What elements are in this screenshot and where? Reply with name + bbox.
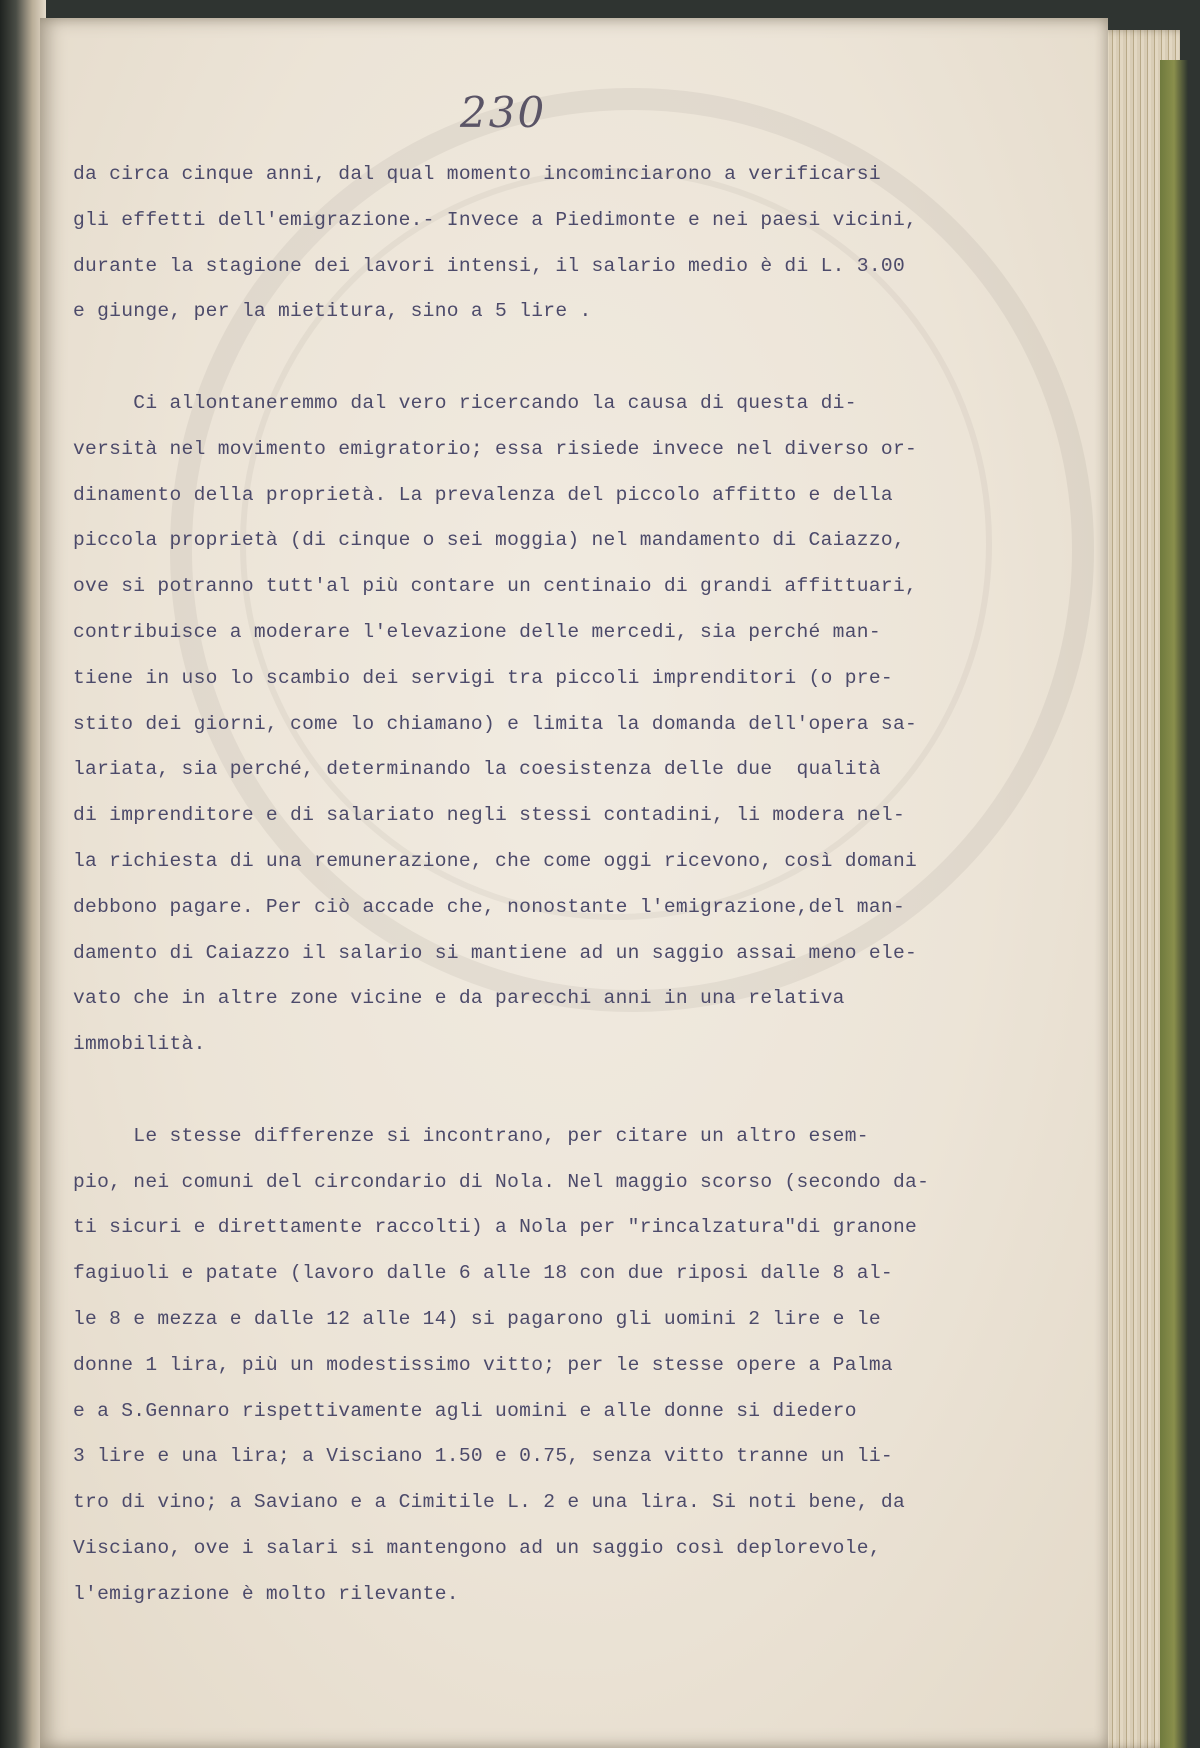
text-line: immobilità. <box>73 1033 206 1056</box>
text-line: piccola proprietà (di cinque o sei moggia) nel mandamento di Caiazzo, <box>73 529 906 552</box>
text-line: dinamento della proprietà. La prevalenza del piccolo affitto e della <box>73 483 893 506</box>
text-line: gli effetti dell'emigrazione.- Invece a Piedimonte e nei paesi vicini, <box>73 208 918 231</box>
text-line: di imprenditore e di salariato negli stessi contadini, li modera nel- <box>73 804 906 827</box>
text-line: versità nel movimento emigratorio; essa risiede invece nel diverso or- <box>73 437 918 460</box>
paragraph-gap <box>73 335 1053 381</box>
text-line: le 8 e mezza e dalle 12 alle 14) si pagarono gli uomini 2 lire e le <box>73 1307 881 1330</box>
text-line: da circa cinque anni, dal qual momento incominciarono a verificarsi <box>73 163 881 185</box>
text-line: ti sicuri e direttamente raccolti) a Nola per "rincalzatura"di granone <box>73 1216 918 1239</box>
text-line: Ci allontaneremmo dal vero ricercando la causa di questa di- <box>73 391 857 414</box>
text-line: 3 lire e una lira; a Visciano 1.50 e 0.75, senza vitto tranne un li- <box>73 1445 893 1468</box>
text-line: Le stesse differenze si incontrano, per citare un altro esem- <box>73 1124 869 1147</box>
handwritten-page-number: 230 <box>460 88 547 137</box>
text-line: tro di vino; a Saviano e a Cimitile L. 2 e una lira. Si noti bene, da <box>73 1491 906 1514</box>
text-line: vato che in altre zone vicine e da parecchi anni in una relativa <box>73 987 845 1010</box>
text-line: debbono pagare. Per ciò accade che, nonostante l'emigrazione,del man- <box>73 895 906 918</box>
paragraph-gap <box>73 1068 1053 1114</box>
text-line: contribuisce a moderare l'elevazione delle mercedi, sia perché man- <box>73 620 881 643</box>
text-line: e a S.Gennaro rispettivamente agli uomini e alle donne si diedero <box>73 1399 857 1422</box>
text-line: e giunge, per la mietitura, sino a 5 lire . <box>73 300 592 323</box>
text-line: lariata, sia perché, determinando la coesistenza delle due qualità <box>73 758 881 781</box>
book-cover-edge <box>1160 60 1188 1748</box>
text-line: donne 1 lira, più un modestissimo vitto; per le stesse opere a Palma <box>73 1353 893 1376</box>
typewritten-body-text <box>73 152 1053 1618</box>
text-line: durante la stagione dei lavori intensi, il salario medio è di L. 3.00 <box>73 254 906 277</box>
text-line: damento di Caiazzo il salario si mantiene ad un saggio assai meno ele- <box>73 941 918 964</box>
text-line: fagiuoli e patate (lavoro dalle 6 alle 18 con due riposi dalle 8 al- <box>73 1262 893 1285</box>
text-line: Visciano, ove i salari si mantengono ad un saggio così deplorevole, <box>73 1536 881 1559</box>
text-line: ove si potranno tutt'al più contare un centinaio di grandi affittuari, <box>73 575 918 598</box>
text-line: pio, nei comuni del circondario di Nola. Nel maggio scorso (secondo da- <box>73 1170 930 1193</box>
text-line: la richiesta di una remunerazione, che come oggi ricevono, così domani <box>73 849 918 872</box>
text-line: l'emigrazione è molto rilevante. <box>73 1582 459 1605</box>
text-line: tiene in uso lo scambio dei servigi tra piccoli imprenditori (o pre- <box>73 666 893 689</box>
text-line: stito dei giorni, come lo chiamano) e limita la domanda dell'opera sa- <box>73 712 918 735</box>
